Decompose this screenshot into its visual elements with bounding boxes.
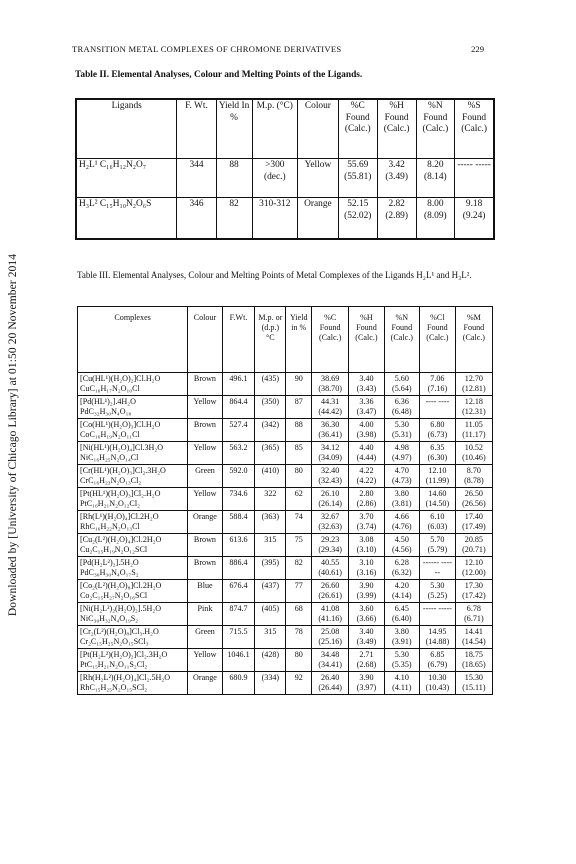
value-cell: 34.12 (34.09) [312,442,349,465]
table-header-row [78,307,493,373]
value-cell: Blue [188,580,222,603]
value-cell: 3.08 (3.10) [349,534,384,557]
column-header: F.Wt. [222,307,255,373]
value-cell: 4.40 (4.44) [349,442,384,465]
value-cell: 5.70 (5.79) [419,534,455,557]
column-header: Yield In % [216,99,252,159]
value-cell: Brown [188,534,222,557]
value-cell: 2.82 (2.89) [377,198,416,240]
table-row [78,649,493,672]
value-cell: 6.35 (6.30) [419,442,455,465]
value-cell: 90 [286,373,312,396]
value-cell: (365) [255,442,286,465]
value-cell: 55.69 (55.81) [338,159,377,198]
value-cell: 26.50 (26.56) [455,488,492,511]
page-number: 229 [471,44,484,54]
compound-cell: H₃L² C₁₅H₁₀N₂O₆S [76,198,177,240]
value-cell: 4.98 (4.97) [384,442,419,465]
compound-cell: [Cu(HL¹)(H₂O)₂]Cl.H₂O CuC₁₆H₁₇N₂O₁₀Cl [78,373,188,396]
value-cell: 563.2 [222,442,255,465]
value-cell: 3.40 (3.49) [349,626,384,649]
value-cell: Yellow [298,159,339,198]
value-cell: 8.20 (8.14) [416,159,455,198]
compound-cell: [Cr₂(L²)(H₂O)₈]Cl₃.H₂O Cr₂C₁₅H₂₅N₂O₁₅SCl₃ [78,626,188,649]
value-cell: Orange [188,511,222,534]
value-cell: >300 (dec.) [252,159,298,198]
table-row [76,159,494,198]
table-row [76,198,494,240]
value-cell: 874.7 [222,603,255,626]
value-cell: 6.10 (6.03) [419,511,455,534]
compound-cell: [Pt(H₂L²)(H₂O)₂]Cl₂.3H₂O PtC₁₅H₂₁N₂O₁₁S₂Cl₂ [78,649,188,672]
value-cell: 12.10 (11.99) [419,465,455,488]
value-cell: 3.90 (3.99) [349,580,384,603]
table-row [78,603,493,626]
column-header: %C Found (Calc.) [338,99,377,159]
value-cell: 41.08 (41.16) [312,603,349,626]
compound-cell: [Cr(HL¹)(H₂O)₃]Cl₂.3H₂O CrC₁₆H₂₃N₂O₁₃Cl₂ [78,465,188,488]
value-cell: 6.36 (6.48) [384,396,419,419]
value-cell: 2.80 (2.86) [349,488,384,511]
value-cell: ----- ----- [455,159,494,198]
value-cell: 5.30 (5.31) [384,419,419,442]
value-cell: Yellow [188,396,222,419]
value-cell: 496.1 [222,373,255,396]
value-cell: 15.30 (15.11) [455,672,492,695]
value-cell: Green [188,626,222,649]
value-cell: Brown [188,373,222,396]
compound-cell: [Co(HL¹)(H₂O)₃]Cl.H₂O CoC₁₆H₁₉N₂O₁₁Cl [78,419,188,442]
value-cell: 315 [255,626,286,649]
value-cell: 10.30 (10.43) [419,672,455,695]
value-cell: 34.48 (34.41) [312,649,349,672]
value-cell: ---- ---- [419,396,455,419]
value-cell: 715.5 [222,626,255,649]
compound-cell: H₂L¹ C₁₆H₁₂N₂O₇ [76,159,177,198]
value-cell: (350) [255,396,286,419]
value-cell: (395) [255,557,286,580]
value-cell: 12.10 (12.00) [455,557,492,580]
table-row [78,419,493,442]
value-cell: 12.18 (12.31) [455,396,492,419]
value-cell: 7.06 (7.16) [419,373,455,396]
value-cell: 346 [177,198,216,240]
value-cell: 4.50 (4.56) [384,534,419,557]
value-cell: 5.60 (5.64) [384,373,419,396]
value-cell: 734.6 [222,488,255,511]
compound-cell: [Pd(HL¹)₂].4H₂O PdC₃₂H₃₀N₄O₁₈ [78,396,188,419]
value-cell: 74 [286,511,312,534]
value-cell: 864.4 [222,396,255,419]
value-cell: 44.31 (44.42) [312,396,349,419]
value-cell: 80 [286,649,312,672]
download-notice: Downloaded by [University of Chicago Library] at 01:50 20 November 2014 [7,253,19,617]
value-cell: 3.80 (3.91) [384,626,419,649]
value-cell: 527.4 [222,419,255,442]
value-cell: 77 [286,580,312,603]
value-cell: Orange [188,672,222,695]
value-cell: Yellow [188,649,222,672]
value-cell: (334) [255,672,286,695]
value-cell: 14.41 (14.54) [455,626,492,649]
column-header: %Cl Found (Calc.) [419,307,455,373]
table-row [78,373,493,396]
value-cell: 5.30 (5.25) [419,580,455,603]
value-cell: 9.18 (9.24) [455,198,494,240]
column-header: Colour [298,99,339,159]
table-row [78,672,493,695]
value-cell: 38.69 (38.70) [312,373,349,396]
value-cell: 36.30 (36.41) [312,419,349,442]
value-cell: ------ ------ [419,557,455,580]
value-cell: 62 [286,488,312,511]
value-cell: 82 [286,557,312,580]
column-header: M.p. (°C) [252,99,298,159]
value-cell: 322 [255,488,286,511]
value-cell: 78 [286,626,312,649]
value-cell: 2.71 (2.68) [349,649,384,672]
compound-cell: [Co₂(L²)(H₂O)₈]Cl.2H₂O Co₂C₁₅H₂₇N₂O₁₆SCl [78,580,188,603]
value-cell: 3.40 (3.43) [349,373,384,396]
value-cell: 4.10 (4.11) [384,672,419,695]
value-cell: 20.85 (20.71) [455,534,492,557]
table-row [78,534,493,557]
value-cell: 11.05 (11.17) [455,419,492,442]
value-cell: Pink [188,603,222,626]
compound-cell: [Pd(H₂L²)₂].5H₂O PdC₃₀H₃₀N₄O₁₇S₂ [78,557,188,580]
column-header: %S Found (Calc.) [455,99,494,159]
value-cell: Yellow [188,442,222,465]
value-cell: 88 [216,159,252,198]
value-cell: 680.9 [222,672,255,695]
value-cell: 29.23 (29.34) [312,534,349,557]
value-cell: 4.66 (4.76) [384,511,419,534]
value-cell: 40.55 (40.61) [312,557,349,580]
value-cell: (405) [255,603,286,626]
running-head: TRANSITION METAL COMPLEXES OF CHROMONE DERIVATIVES [72,44,342,54]
value-cell: Brown [188,557,222,580]
column-header: F. Wt. [177,99,216,159]
column-header: Yield in % [286,307,312,373]
column-header: %N Found (Calc.) [384,307,419,373]
value-cell: (428) [255,649,286,672]
value-cell: 5.30 (5.35) [384,649,419,672]
value-cell: 14.95 (14.88) [419,626,455,649]
value-cell: 6.28 (6.32) [384,557,419,580]
table3-caption: Table III. Elemental Analyses, Colour and Melting Points of Metal Complexes of the Ligands H₂L¹ and H₃L². [77,270,472,280]
value-cell: 3.10 (3.16) [349,557,384,580]
value-cell: 613.6 [222,534,255,557]
value-cell: 6.45 (6.40) [384,603,419,626]
table-row [78,580,493,603]
table-row [78,511,493,534]
value-cell: 4.20 (4.14) [384,580,419,603]
value-cell: 92 [286,672,312,695]
compound-cell: [Ni(H₂L²)₂(H₂O)₂].5H₂O NiC₃₀H₃₂N₄O₁₉S₂ [78,603,188,626]
value-cell: Orange [298,198,339,240]
column-header: Colour [188,307,222,373]
table-row [78,626,493,649]
value-cell: (363) [255,511,286,534]
value-cell: 32.67 (32.63) [312,511,349,534]
column-header: Complexes [78,307,188,373]
value-cell: 3.36 (3.47) [349,396,384,419]
value-cell: 52.15 (52.02) [338,198,377,240]
value-cell: (435) [255,373,286,396]
value-cell: 310-312 [252,198,298,240]
value-cell: 6.78 (6.71) [455,603,492,626]
column-header: %H Found (Calc.) [377,99,416,159]
compound-cell: [Ni(HL¹)(H₂O)₄]Cl.3H₂O NiC₁₆H₂₅N₂O₁₄Cl [78,442,188,465]
value-cell: 592.0 [222,465,255,488]
download-watermark [2,200,24,670]
value-cell: 3.60 (3.66) [349,603,384,626]
value-cell: 344 [177,159,216,198]
value-cell: 4.22 (4.22) [349,465,384,488]
column-header: %N Found (Calc.) [416,99,455,159]
column-header: M.p. or (d.p.) °C [255,307,286,373]
compound-cell: [Rh(L¹)(H₂O)₄]Cl.2H₂O RhC₁₆H₂₂N₂O₁₃Cl [78,511,188,534]
value-cell: (437) [255,580,286,603]
column-header: %C Found (Calc.) [312,307,349,373]
table-row [78,396,493,419]
value-cell: Brown [188,419,222,442]
value-cell: 17.30 (17.42) [455,580,492,603]
value-cell: (410) [255,465,286,488]
value-cell: 588.4 [222,511,255,534]
value-cell: 82 [216,198,252,240]
table-row [78,442,493,465]
value-cell: 14.60 (14.50) [419,488,455,511]
complex-analysis-table [77,306,493,695]
value-cell: 4.00 (3.98) [349,419,384,442]
value-cell: 80 [286,465,312,488]
value-cell: 88 [286,419,312,442]
value-cell: 85 [286,442,312,465]
value-cell: Yellow [188,488,222,511]
table2-caption: Table II. Elemental Analyses, Colour and Melting Points of the Ligands. [75,70,363,80]
value-cell: 12.70 (12.81) [455,373,492,396]
value-cell: 3.80 (3.81) [384,488,419,511]
compound-cell: [Cu₂(L²)(H₂O)₄]Cl.2H₂O Cu₂C₁₅H₁₉N₂O₁₂SCl [78,534,188,557]
compound-cell: [Pt(HL¹)(H₂O)₃]Cl₂.H₂O PtC₁₆H₂₁N₂O₁₂Cl₂ [78,488,188,511]
compound-cell: [Rh(H₂L²)(H₂O)₄]Cl₂.5H₂O RhC₁₅H₂₅N₂O₁₅SCl₂ [78,672,188,695]
value-cell: 32.40 (32.43) [312,465,349,488]
value-cell: 8.70 (8.78) [455,465,492,488]
ligand-analysis-table [75,98,495,240]
value-cell: ----- ----- [419,603,455,626]
value-cell: 315 [255,534,286,557]
value-cell: 3.90 (3.97) [349,672,384,695]
value-cell: 3.70 (3.74) [349,511,384,534]
column-header: %M Found (Calc.) [455,307,492,373]
value-cell: 6.80 (6.73) [419,419,455,442]
value-cell: 17.40 (17.49) [455,511,492,534]
value-cell: 886.4 [222,557,255,580]
column-header: Ligands [76,99,177,159]
value-cell: 26.60 (26.61) [312,580,349,603]
value-cell: 10.52 (10.46) [455,442,492,465]
value-cell: 6.85 (6.79) [419,649,455,672]
value-cell: 26.40 (26.44) [312,672,349,695]
value-cell: 26.10 (26.14) [312,488,349,511]
value-cell: 1046.1 [222,649,255,672]
value-cell: 87 [286,396,312,419]
value-cell: 676.4 [222,580,255,603]
table-row [78,557,493,580]
table-header-row [76,99,494,159]
table-row [78,488,493,511]
value-cell: 25.08 (25.16) [312,626,349,649]
value-cell: 68 [286,603,312,626]
value-cell: Green [188,465,222,488]
value-cell: (342) [255,419,286,442]
value-cell: 8.00 (8.09) [416,198,455,240]
value-cell: 75 [286,534,312,557]
value-cell: 4.70 (4.73) [384,465,419,488]
value-cell: 3.42 (3.49) [377,159,416,198]
value-cell: 18.75 (18.65) [455,649,492,672]
table-row [78,465,493,488]
column-header: %H Found (Calc.) [349,307,384,373]
